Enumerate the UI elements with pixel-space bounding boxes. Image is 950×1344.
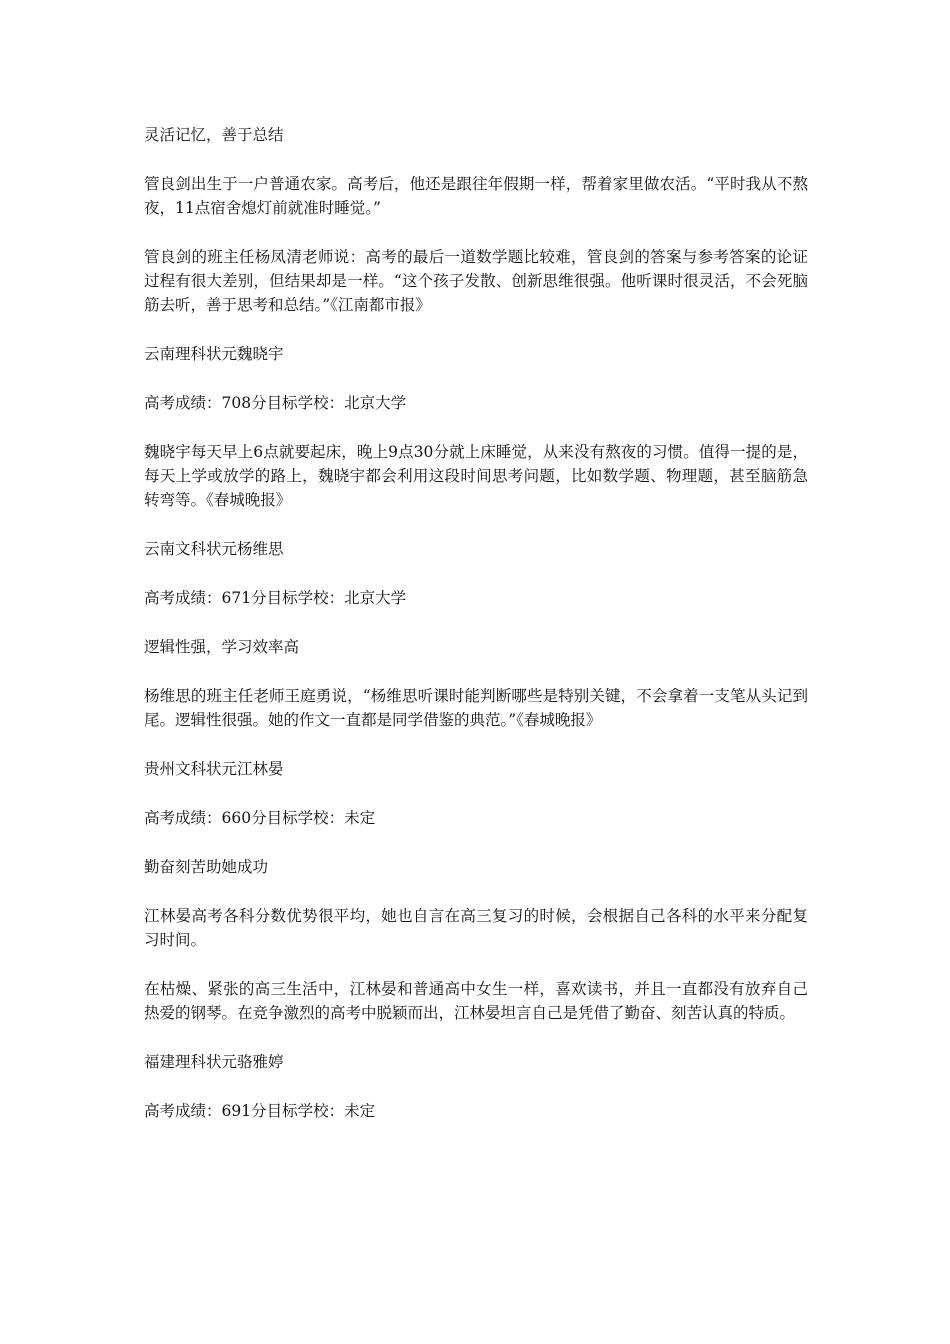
student-heading: 云南理科状元魏晓宇 (144, 345, 284, 363)
section-heading: 逻辑性强，学习效率高 (144, 638, 300, 656)
section-heading: 勤奋刻苦助她成功 (144, 858, 269, 876)
body-paragraph: 魏晓宇每天早上6点就要起床，晚上9点30分就上床睡觉，从来没有熬夜的习惯。值得一提的是，每天上学或放学的路上，魏晓宇都会利用这段时间思考问题，比如数学题、物理题，甚至脑筋急转弯等。《春城晚报》 (144, 443, 808, 509)
body-paragraph: 江林晏高考各科分数优势很平均，她也自言在高三复习的时候，会根据自己各科的水平来分配复习时间。 (144, 907, 808, 949)
score-line: 高考成绩：708分目标学校：北京大学 (144, 394, 407, 412)
student-heading: 福建理科状元骆雅婷 (144, 1053, 284, 1071)
score-line: 高考成绩：671分目标学校：北京大学 (144, 589, 407, 607)
body-paragraph: 在枯燥、紧张的高三生活中，江林晏和普通高中女生一样，喜欢读书，并且一直都没有放弃自己热爱的钢琴。在竞争激烈的高考中脱颖而出，江林晏坦言自己是凭借了勤奋、刻苦认真的特质。 (144, 980, 808, 1022)
score-line: 高考成绩：660分目标学校：未定 (144, 809, 376, 827)
student-heading: 贵州文科状元江林晏 (144, 760, 284, 778)
section-heading: 灵活记忆，善于总结 (144, 126, 284, 144)
document-body (144, 123, 808, 1148)
body-paragraph: 杨维思的班主任老师王庭勇说，“杨维思听课时能判断哪些是特别关键，不会拿着一支笔从头记到尾。逻辑性很强。她的作文一直都是同学借鉴的典范。”《春城晚报》 (144, 687, 808, 729)
score-line: 高考成绩：691分目标学校：未定 (144, 1102, 376, 1120)
body-paragraph: 管良剑出生于一户普通农家。高考后，他还是跟往年假期一样，帮着家里做农活。“平时我从不熬夜，11点宿舍熄灯前就准时睡觉。” (144, 175, 808, 217)
body-paragraph: 管良剑的班主任杨凤清老师说：高考的最后一道数学题比较难，管良剑的答案与参考答案的论证过程有很大差别，但结果却是一样。“这个孩子发散、创新思维很强。他听课时很灵活，不会死脑筋去听，善于思考和总结。”《江南都市报》 (144, 248, 808, 314)
student-heading: 云南文科状元杨维思 (144, 540, 284, 558)
